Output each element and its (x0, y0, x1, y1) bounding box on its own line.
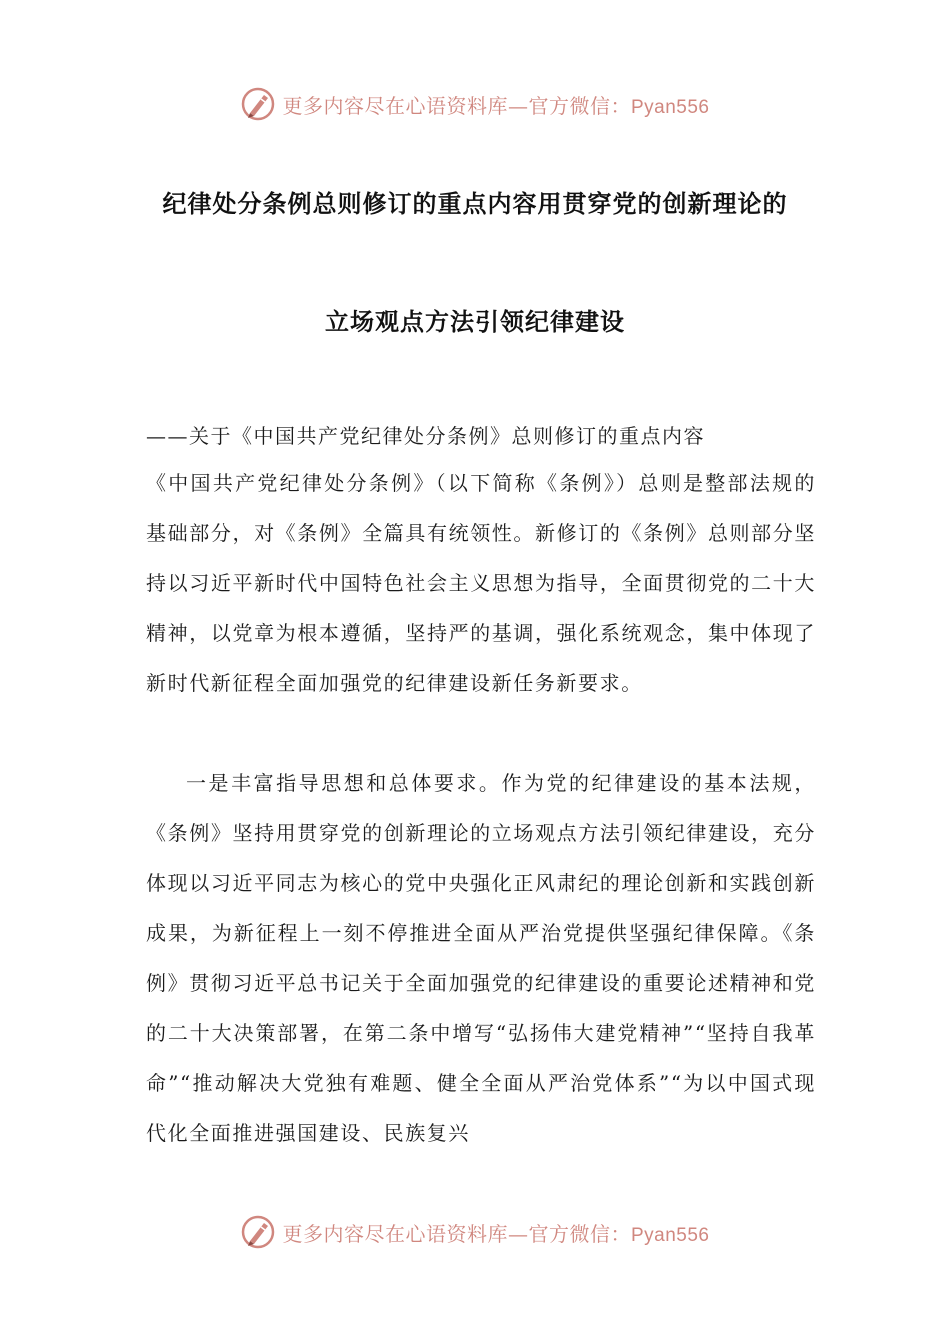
watermark-label: 更多内容尽在心语资料库—官方微信： (282, 93, 631, 118)
watermark-text (282, 1218, 709, 1247)
body-paragraph-2: 一是丰富指导思想和总体要求。作为党的纪律建设的基本法规，《条例》坚持用贯穿党的创新理论的立场观点方法引领纪律建设，充分体现以习近平同志为核心的党中央强化正风肃纪的理论创新和实践创新成果，为新征程上一刻不停推进全面从严治党提供坚强纪律保障。《条例》贯彻习近平总书记关于全面加强党的纪律建设的重要论述精神和党的二十大决策部署，在第二条中增写“弘扬伟大建党精神”“坚持自我革命”“推动解决大党独有难题、健全全面从严治党体系”“为以中国式现代化全面推进强国建设、民族复兴 (146, 771, 816, 1145)
footer-watermark-banner (0, 1212, 950, 1252)
document-title-line-2: 立场观点方法引领纪律建设 (325, 308, 625, 336)
body-paragraph-1: 《中国共产党纪律处分条例》（以下简称《条例》）总则是整部法规的基础部分，对《条例》全篇具有统领性。新修订的《条例》总则部分坚持以习近平新时代中国特色社会主义思想为指导，全面贯彻党的二十大精神，以党章为根本遵循，坚持严的基调，强化系统观念，集中体现了新时代新征程全面加强党的纪律建设新任务新要求。 (146, 471, 816, 695)
document-title-line-1: 纪律处分条例总则修订的重点内容用贯穿党的创新理论的 (162, 190, 788, 218)
wechat-id: Pyan556 (630, 96, 710, 118)
watermark-text (282, 90, 709, 119)
pen-logo-icon (240, 86, 276, 122)
document-subtitle: ——关于《中国共产党纪律处分条例》总则修订的重点内容 (146, 424, 705, 448)
header-watermark-banner (0, 84, 950, 124)
pen-logo-icon (240, 1214, 276, 1250)
wechat-id: Pyan556 (630, 1224, 710, 1246)
watermark-label: 更多内容尽在心语资料库—官方微信： (282, 1221, 631, 1246)
